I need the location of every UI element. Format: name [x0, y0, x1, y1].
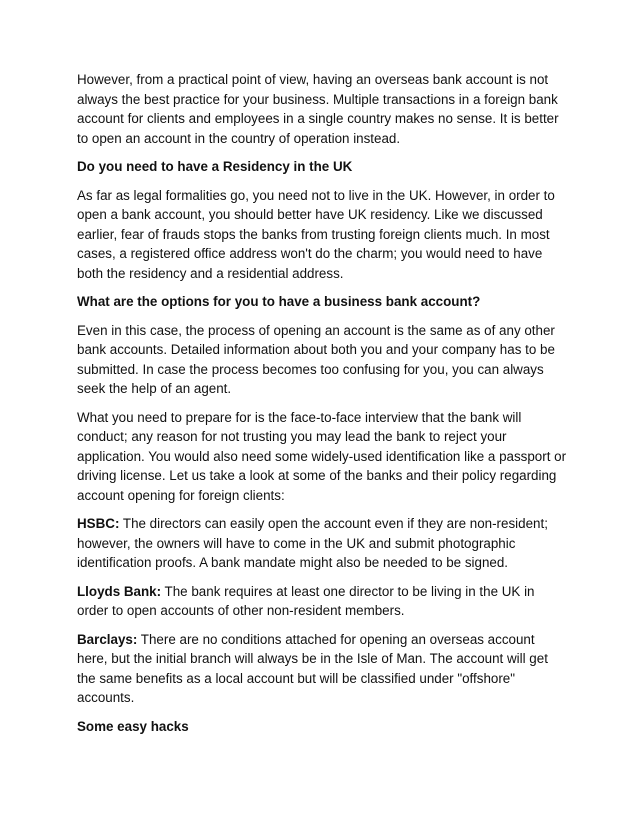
options-paragraph: Even in this case, the process of opening an account is the same as of any other bank accounts. Detailed information about both you and your company has to be submitted. In case the process becomes too confusing for you, you can always seek the help of an agent.: [77, 322, 555, 396]
bank-name-barclays: Barclays:: [77, 631, 138, 647]
bank-text-lloyds: The bank requires at least one director to be living in the UK in order to open accounts of other non-resident members.: [77, 583, 535, 618]
bank-name-hsbc: HSBC:: [77, 516, 120, 531]
intro-paragraph: However, from a practical point of view, having an overseas bank account is not always the best practice for your business. Multiple transactions in a foreign bank account for clients and employees in a single country makes no sense. It is better to open an account in the country of operation instead.: [77, 72, 559, 146]
bank-name-lloyds: Lloyds Bank:: [77, 583, 162, 599]
options-heading: What are the options for you to have a business bank account?: [77, 294, 481, 309]
residency-heading: Do you need to have a Residency in the UK: [77, 159, 353, 174]
bank-paragraph-hsbc: [77, 514, 567, 573]
interview-paragraph: What you need to prepare for is the face-to-face interview that the bank will conduct; any reason for not trusting you may lead the bank to reject your application. You would also need some widely-used identification like a passport or driving license. Let us take a look at some of the banks and their policy regarding account opening for foreign clients:: [77, 409, 567, 503]
residency-paragraph: As far as legal formalities go, you need not to live in the UK. However, in order to open a bank account, you should better have UK residency. Like we discussed earlier, fear of frauds stops the banks from trusting foreign clients much. In most cases, a registered office address won't do the charm; you would need to have both the residency and a residential address.: [77, 187, 555, 281]
bank-paragraph-barclays: [77, 630, 567, 708]
document-page: [77, 70, 567, 745]
hacks-heading: Some easy hacks: [77, 718, 189, 734]
bank-paragraph-lloyds: [77, 582, 567, 621]
bank-text-barclays: There are no conditions attached for opening an overseas account here, but the initial branch will always be in the Isle of Man. The account will get the same benefits as a local account but will be classified under "offshore" accounts.: [77, 631, 548, 705]
bank-text-hsbc: The directors can easily open the account even if they are non-resident; however, the owners will have to come in the UK and submit photographic identification proofs. A bank mandate might also be needed to be signed.: [77, 516, 548, 570]
